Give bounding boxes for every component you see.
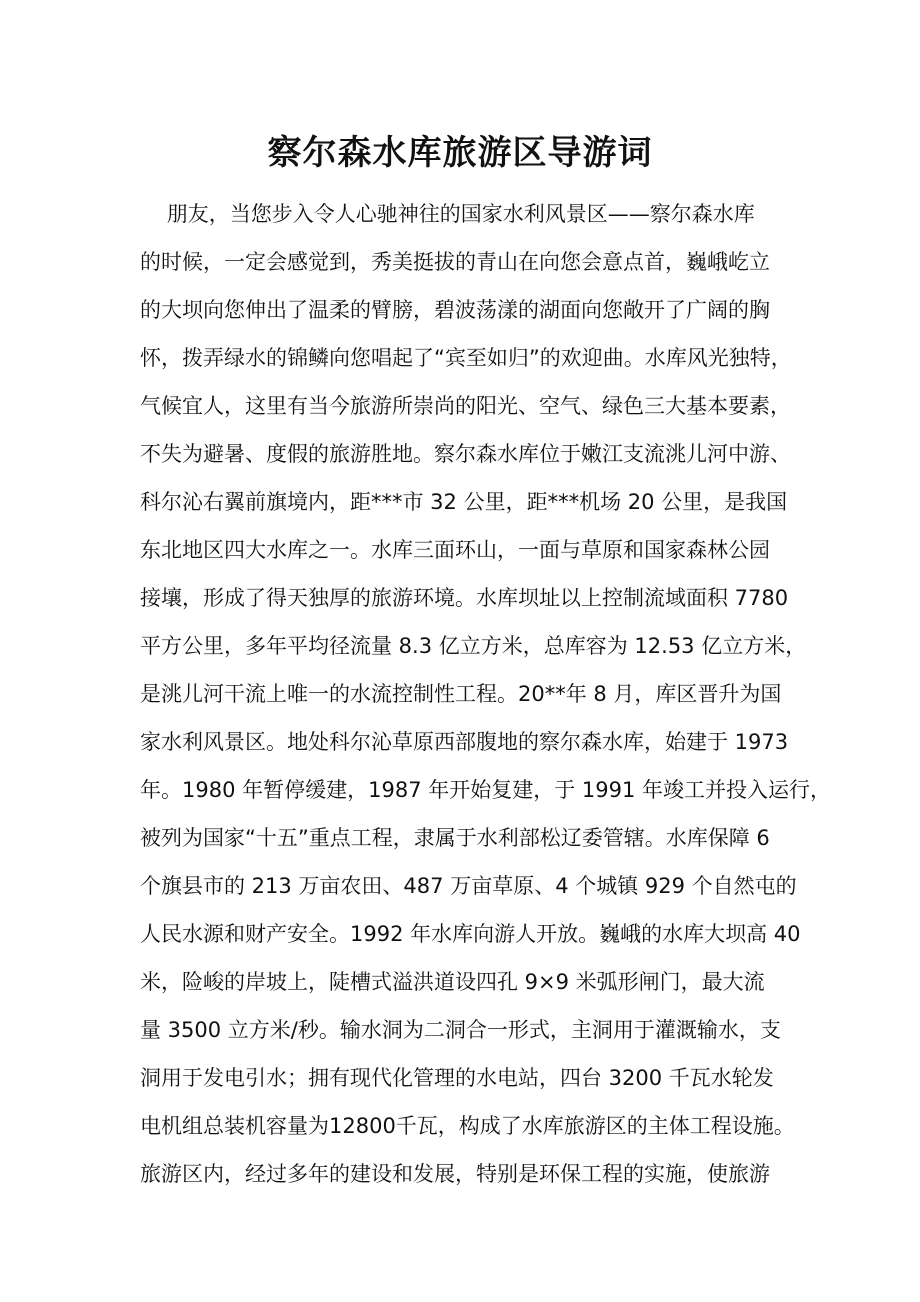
document-title: 察尔森水库旅游区导游词	[267, 133, 653, 173]
body-line: 量 3500 立方米/秒。输水洞为二洞合一形式，主洞用于灌溉输水，支	[140, 1018, 781, 1042]
body-line: 个旗县市的 213 万亩农田、487 万亩草原、4 个城镇 929 个自然屯的	[140, 874, 797, 898]
body-line: 人民水源和财产安全。1992 年水库向游人开放。巍峨的水库大坝高 40	[140, 922, 801, 946]
body-line: 不失为避暑、度假的旅游胜地。察尔森水库位于嫩江支流洮儿河中游、	[140, 442, 791, 466]
body-line: 气候宜人，这里有当今旅游所崇尚的阳光、空气、绿色三大基本要素，	[140, 394, 791, 418]
body-line: 旅游区内，经过多年的建设和发展，特别是环保工程的实施，使旅游	[140, 1162, 770, 1186]
body-line: 电机组总装机容量为12800千瓦，构成了水库旅游区的主体工程设施。	[140, 1114, 795, 1138]
body-line: 接壤，形成了得天独厚的旅游环境。水库坝址以上控制流域面积 7780	[140, 586, 789, 610]
body-line: 是洮儿河干流上唯一的水流控制性工程。20**年 8 月，库区晋升为国	[140, 682, 782, 706]
body-line: 的时候，一定会感觉到，秀美挺拔的青山在向您会意点首，巍峨屹立	[140, 250, 770, 274]
body-line: 的大坝向您伸出了温柔的臂膀，碧波荡漾的湖面向您敞开了广阔的胸	[140, 298, 770, 322]
body-line: 平方公里，多年平均径流量 8.3 亿立方米，总库容为 12.53 亿立方米，	[140, 634, 807, 658]
body-line: 东北地区四大水库之一。水库三面环山，一面与草原和国家森林公园	[140, 538, 770, 562]
body-line: 米，险峻的岸坡上，陡槽式溢洪道设四孔 9×9 米弧形闸门，最大流	[140, 970, 765, 994]
body-line: 科尔沁右翼前旗境内，距***市 32 公里，距***机场 20 公里，是我国	[140, 490, 788, 514]
body-line: 怀，拨弄绿水的锦鳞向您唱起了“宾至如归”的欢迎曲。水库风光独特，	[140, 346, 792, 370]
body-line: 年。1980 年暂停缓建，1987 年开始复建，于 1991 年竣工并投入运行，	[140, 778, 832, 802]
body-line: 洞用于发电引水；拥有现代化管理的水电站，四台 3200 千瓦水轮发	[140, 1066, 774, 1090]
body-line: 被列为国家“十五”重点工程，隶属于水利部松辽委管辖。水库保障 6	[140, 826, 770, 850]
body-line: 朋友，当您步入令人心驰神往的国家水利风景区——察尔森水库	[140, 202, 755, 226]
document-body	[140, 190, 832, 1198]
body-line: 家水利风景区。地处科尔沁草原西部腹地的察尔森水库，始建于 1973	[140, 730, 789, 754]
